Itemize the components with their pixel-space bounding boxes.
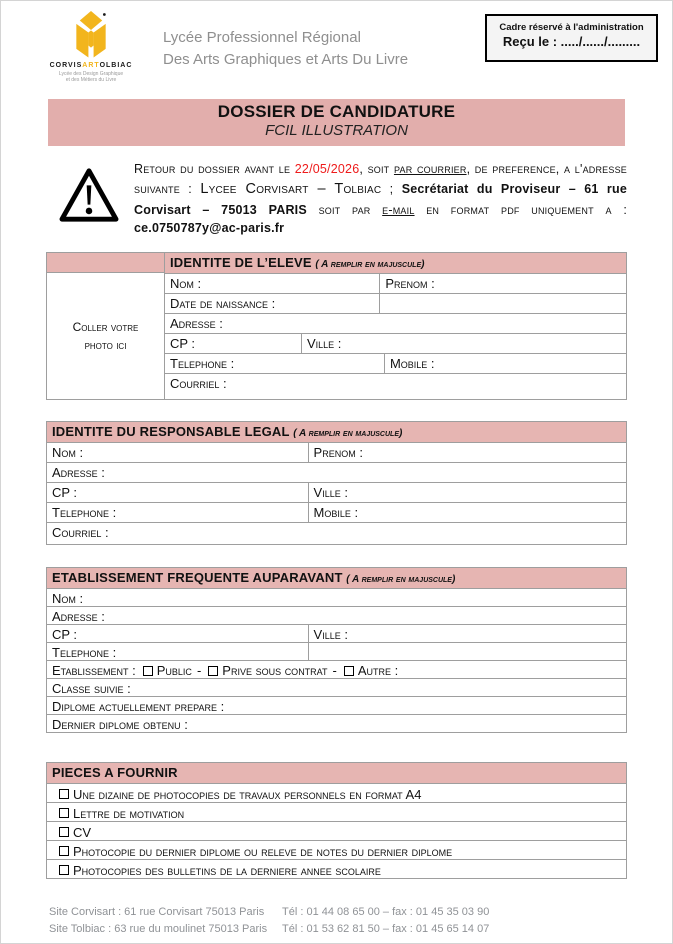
guardian-courriel-field: Courriel : [52, 525, 109, 540]
table-row [47, 482, 626, 502]
photo-label-line2: photo ici [84, 338, 127, 352]
photo-column [47, 253, 165, 399]
table-row [47, 606, 626, 624]
guardian-identity-table [46, 421, 627, 545]
checkbox-travaux[interactable] [59, 789, 69, 799]
school-nom-field: Nom : [52, 591, 84, 606]
checkbox-diplome[interactable] [59, 846, 69, 856]
student-section-title: IDENTITE DE L’ELEVE [170, 255, 312, 270]
photo-label-line1: Coller votre [72, 320, 139, 334]
checklist-item [47, 803, 626, 821]
checklist-item-label: CV [73, 824, 92, 840]
checkbox-public[interactable] [143, 666, 153, 676]
school-name [163, 27, 408, 71]
table-row [47, 624, 626, 642]
table-row [47, 678, 626, 696]
table-row [47, 442, 626, 462]
table-row [165, 333, 626, 353]
footer-tel-corvisart: Tél : 01 44 08 65 00 – fax : 01 45 35 03 90 [282, 906, 490, 918]
school-telephone-field: Telephone : [52, 645, 117, 660]
school-diplome-prepare-field: Diplome actuellement prepare : [52, 699, 225, 714]
school-classe-field: Classe suivie : [52, 681, 131, 696]
school-type-label: Etablissement : [52, 663, 136, 678]
student-section-header [165, 253, 626, 273]
notice-seg6: en format pdf uniquement a : [414, 202, 627, 217]
footer-tel-tolbiac: Tél : 01 53 62 81 50 – fax : 01 45 65 14 07 [282, 923, 490, 936]
guardian-nom-field: Nom : [52, 445, 84, 460]
student-mobile-field: Mobile : [384, 354, 626, 373]
school-name-line2: Des Arts Graphiques et Arts Du Livre [163, 50, 409, 68]
checklist-row [47, 840, 626, 859]
school-telephone-empty-cell [308, 643, 626, 660]
notice-text [134, 160, 627, 238]
title-banner [48, 99, 625, 146]
checkbox-cv[interactable] [59, 827, 69, 837]
checklist-item-label: Photocopies des bulletins de la derniere annee scolaire [73, 862, 381, 878]
school-dernier-diplome-field: Dernier diplome obtenu : [52, 717, 188, 732]
table-row [165, 273, 626, 293]
notice-email-word: e-mail [382, 202, 415, 217]
student-prenom-field: Prenom : [379, 274, 626, 293]
guardian-section-header [47, 422, 626, 442]
notice-seg2: , soit [359, 162, 394, 176]
student-nom-field: Nom : [170, 276, 202, 291]
notice-seg5: soit par [306, 202, 383, 217]
guardian-prenom-field: Prenom : [308, 443, 626, 462]
page-header [1, 11, 672, 97]
received-date-line: Reçu le : ...../....../......... [502, 34, 641, 49]
guardian-telephone-field: Telephone : [52, 505, 117, 520]
return-notice [46, 160, 627, 238]
student-identity-table [46, 252, 627, 400]
notice-secretariat: Secrétariat du Proviseur – 61 rue Corvisart – 75013 PARIS [134, 181, 627, 217]
checklist-item [47, 860, 626, 878]
option-separator: - [196, 663, 202, 678]
form-subtitle: FCIL ILLUSTRATION [265, 122, 408, 139]
school-ville-field: Ville : [308, 625, 626, 642]
school-section-header [47, 568, 626, 588]
table-row [47, 642, 626, 660]
guardian-mobile-field: Mobile : [308, 503, 626, 522]
logo-word-right: OLBIAC [99, 62, 133, 69]
option-prive-label: Prive sous contrat [222, 663, 328, 678]
table-row [47, 462, 626, 482]
notice-courrier: par courrier [393, 162, 467, 176]
student-telephone-field: Telephone : [170, 356, 235, 371]
student-section-note: ( A remplir en majuscule) [315, 259, 425, 270]
page-footer [49, 904, 672, 938]
admin-box-caption: Cadre réservé à l'administration [499, 22, 644, 33]
table-row [165, 313, 626, 333]
notice-seg4: ; [381, 181, 402, 196]
checklist-row [47, 783, 626, 802]
table-row [47, 522, 626, 544]
school-adresse-field: Adresse : [52, 609, 105, 624]
checkbox-lettre[interactable] [59, 808, 69, 818]
option-separator: - [332, 663, 337, 678]
table-row [47, 696, 626, 714]
student-cp-field: CP : [170, 336, 196, 351]
student-dob-field: Date de naissance : [170, 296, 276, 311]
warning-icon [58, 166, 120, 224]
guardian-ville-field: Ville : [308, 483, 626, 502]
option-autre-label: Autre : [357, 663, 399, 678]
footer-line-corvisart [49, 904, 672, 921]
pieces-section-header [47, 763, 626, 783]
student-adresse-field: Adresse : [170, 316, 223, 331]
documents-checklist-table [46, 762, 627, 879]
school-logo-icon [65, 11, 117, 61]
table-row [47, 660, 626, 678]
logo-word-left: CORVIS [49, 62, 83, 69]
checkbox-bulletins[interactable] [59, 865, 69, 875]
table-row [47, 502, 626, 522]
previous-school-table [46, 567, 627, 733]
checkbox-autre[interactable] [344, 666, 354, 676]
checklist-item-label: Une dizaine de photocopies de travaux personnels en format A4 [73, 786, 422, 802]
deadline-date: 22/05/2026 [294, 162, 360, 176]
school-logo [43, 11, 139, 84]
school-type-field [47, 661, 626, 678]
admin-reserved-box [485, 14, 658, 62]
table-row [165, 353, 626, 373]
checklist-item-label: Photocopie du dernier diplome ou releve de notes du dernier diplome [73, 843, 453, 859]
guardian-section-title: IDENTITE DU RESPONSABLE LEGAL [52, 424, 290, 439]
checklist-row [47, 802, 626, 821]
student-courriel-field: Courriel : [170, 376, 227, 391]
guardian-section-note: ( A remplir en majuscule) [293, 428, 403, 439]
notice-seg3: , de preference, a l'adresse suivante : [134, 162, 627, 196]
guardian-adresse-field: Adresse : [52, 465, 105, 480]
logo-tagline [43, 71, 139, 84]
student-dob-empty-cell [379, 294, 626, 313]
notice-intro: Retour du dossier avant le [134, 162, 295, 176]
pieces-section-title: PIECES A FOURNIR [52, 765, 178, 780]
logo-tagline-line1: Lycée des Design Graphique [58, 71, 124, 77]
school-name-line1: Lycée Professionnel Régional [163, 29, 361, 46]
checklist-row [47, 859, 626, 878]
form-title: DOSSIER DE CANDIDATURE [217, 102, 456, 121]
checklist-row [47, 821, 626, 840]
student-fields [165, 253, 626, 399]
table-row [165, 293, 626, 313]
table-row [47, 588, 626, 606]
notice-email-address: ce.0750787y@ac-paris.fr [134, 221, 285, 236]
photo-column-header-cell [47, 253, 164, 273]
logo-wordmark [43, 62, 139, 69]
footer-site-tolbiac: Site Tolbiac : 63 rue du moulinet 75013 Paris [49, 923, 268, 936]
student-ville-field: Ville : [301, 334, 626, 353]
checkbox-prive[interactable] [208, 666, 218, 676]
footer-site-corvisart: Site Corvisart : 61 rue Corvisart 75013 Paris [49, 906, 265, 918]
school-section-note: ( A remplir en majuscule) [346, 574, 456, 585]
table-row [165, 373, 626, 399]
checklist-item-label: Lettre de motivation [73, 805, 185, 821]
checklist-item [47, 784, 626, 802]
checklist-item [47, 822, 626, 840]
photo-placeholder [47, 273, 164, 399]
guardian-cp-field: CP : [52, 485, 78, 500]
logo-tagline-line2: et des Métiers du Livre [65, 77, 117, 84]
logo-word-accent: ART [82, 62, 100, 69]
option-public-label: Public [156, 663, 192, 678]
checklist-item [47, 841, 626, 859]
school-section-title: ETABLISSEMENT FREQUENTE AUPARAVANT [52, 570, 343, 585]
footer-line-tolbiac [49, 921, 672, 938]
school-cp-field: CP : [52, 627, 78, 642]
table-row [47, 714, 626, 732]
notice-lycee-name: Lycee Corvisart – Tolbiac [200, 180, 382, 197]
